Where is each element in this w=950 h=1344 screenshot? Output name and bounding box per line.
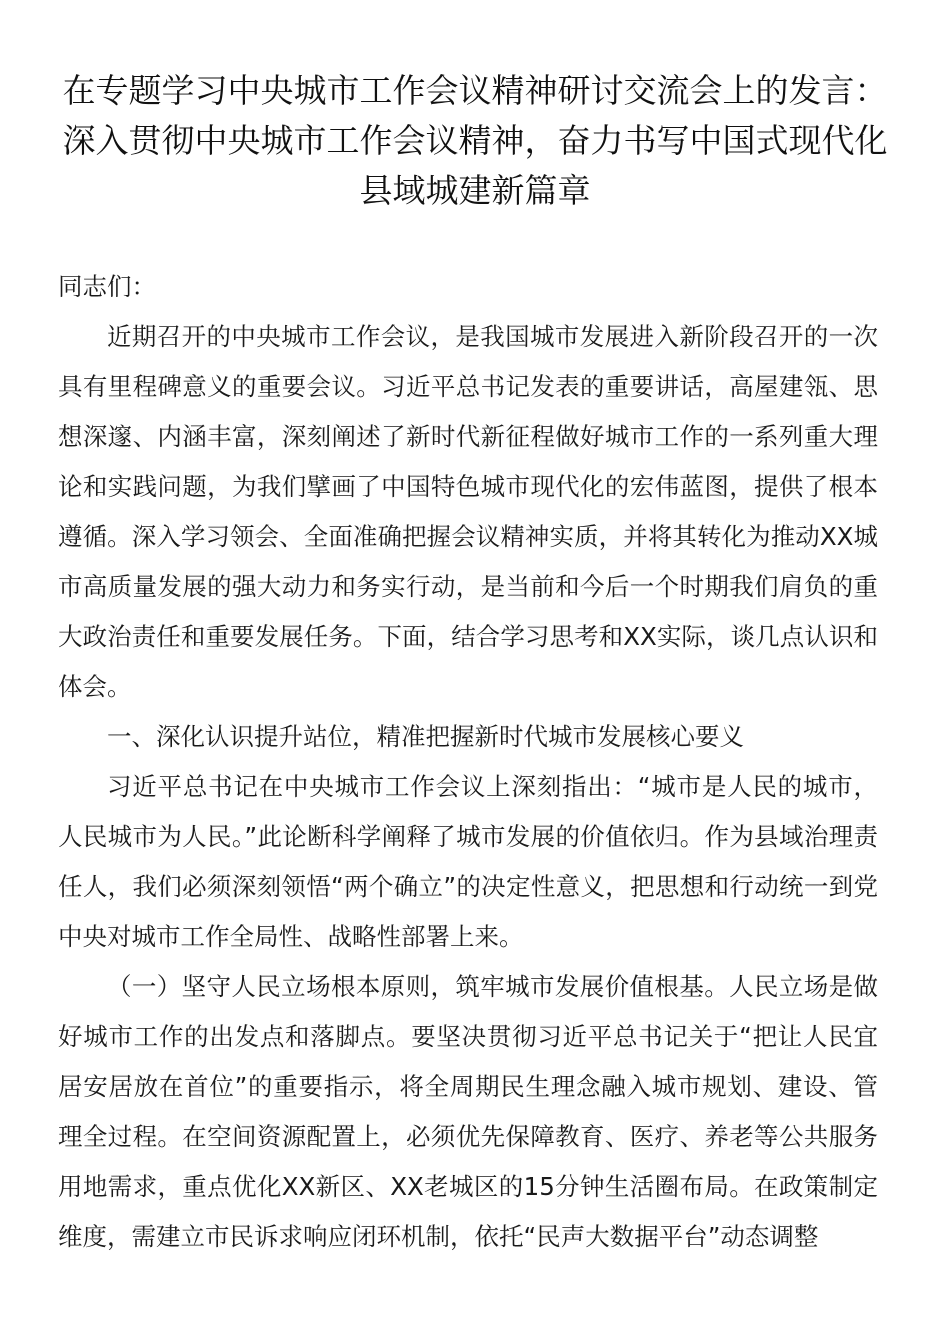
document-body <box>58 262 878 1262</box>
salutation: 同志们： <box>58 272 156 301</box>
paragraph-intro: 近期召开的中央城市工作会议，是我国城市发展进入新阶段召开的一次具有里程碑意义的重要会议。习近平总书记发表的重要讲话，高屋建瓴、思想深邃、内涵丰富，深刻阐述了新时代新征程做好城市工作的一系列重大理论和实践问题，为我们擘画了中国特色城市现代化的宏伟蓝图，提供了根本遵循。深入学习领会、全面准确把握会议精神实质，并将其转化为推动XX城市高质量发展的强大动力和务实行动，是当前和今后一个时期我们肩负的重大政治责任和重要发展任务。下面，结合学习思考和XX实际，谈几点认识和体会。 <box>58 322 878 701</box>
section-heading-1: 一、深化认识提升站位，精准把握新时代城市发展核心要义 <box>107 722 744 751</box>
paragraph-subsection-1: （一）坚守人民立场根本原则，筑牢城市发展价值根基。人民立场是做好城市工作的出发点和落脚点。要坚决贯彻习近平总书记关于“把让人民宜居安居放在首位”的重要指示，将全周期民生理念融入城市规划、建设、管理全过程。在空间资源配置上，必须优先保障教育、医疗、养老等公共服务用地需求，重点优化XX新区、XX老城区的15分钟生活圈布局。在政策制定维度，需建立市民诉求响应闭环机制，依托“民声大数据平台”动态调整 <box>58 972 878 1251</box>
paragraph-section-1: 习近平总书记在中央城市工作会议上深刻指出：“城市是人民的城市，人民城市为人民。”此论断科学阐释了城市发展的价值依归。作为县域治理责任人，我们必须深刻领悟“两个确立”的决定性意义，把思想和行动统一到党中央对城市工作全局性、战略性部署上来。 <box>58 772 878 951</box>
document-title: 在专题学习中央城市工作会议精神研讨交流会上的发言：深入贯彻中央城市工作会议精神，奋力书写中国式现代化县域城建新篇章 <box>62 71 888 210</box>
